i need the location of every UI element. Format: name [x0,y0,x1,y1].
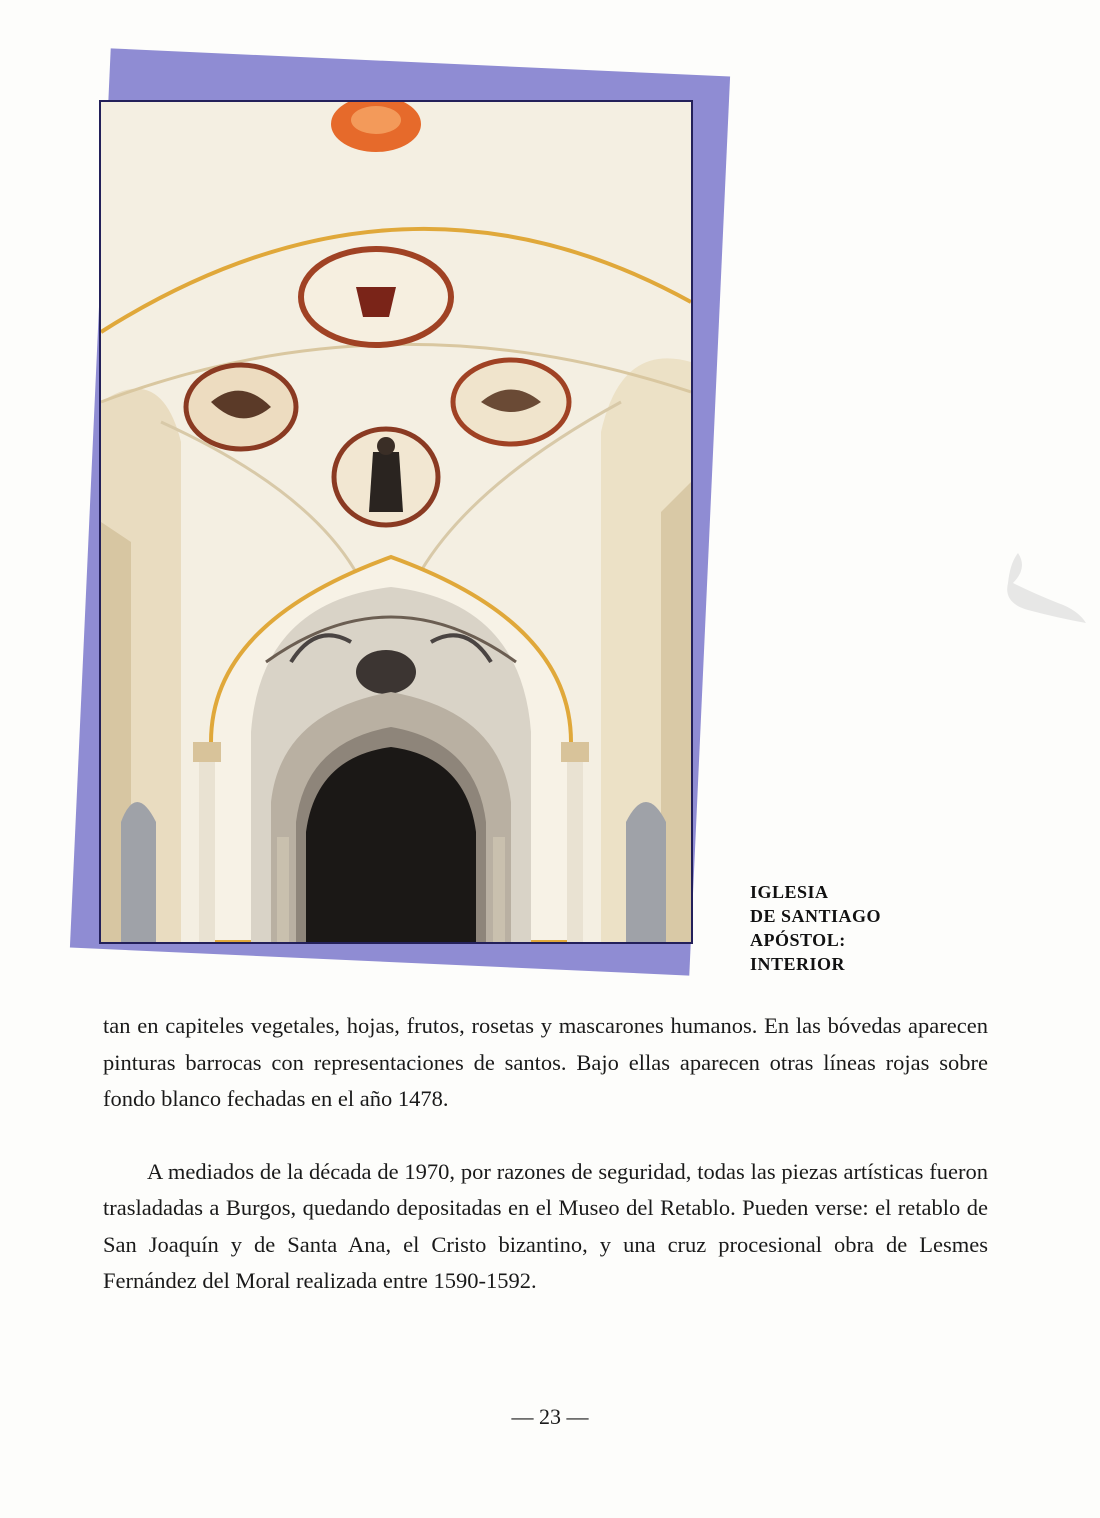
caption-line: APÓSTOL: [750,930,846,950]
body-text [103,1008,988,1300]
paragraph-1: tan en capiteles vegetales, hojas, frutos, rosetas y mascarones humanos. En las bóvedas aparecen pinturas barrocas con representaciones de santos. Bajo ellas aparecen otras líneas rojas sobre fondo blanco fechadas en el año 1478. [103,1013,988,1111]
caption-line: INTERIOR [750,954,846,974]
photo-caption [750,880,950,976]
church-interior-photo [99,100,693,944]
paragraph-2: A mediados de la década de 1970, por razones de seguridad, todas las piezas artísticas fueron trasladadas a Burgos, quedando depositadas en el Museo del Retablo. Pueden verse: el retablo de San Joaquín y de Santa Ana, el Cristo bizantino, y una cruz procesional obra de Lesmes Fernández del Moral realizada entre 1590-1592. [103,1158,988,1293]
caption-line: DE SANTIAGO [750,906,882,926]
page-number: — 23 — [511,1404,589,1429]
decorative-smudge-icon [998,548,1088,628]
vault-illustration [101,102,691,942]
caption-line: IGLESIA [750,882,829,902]
